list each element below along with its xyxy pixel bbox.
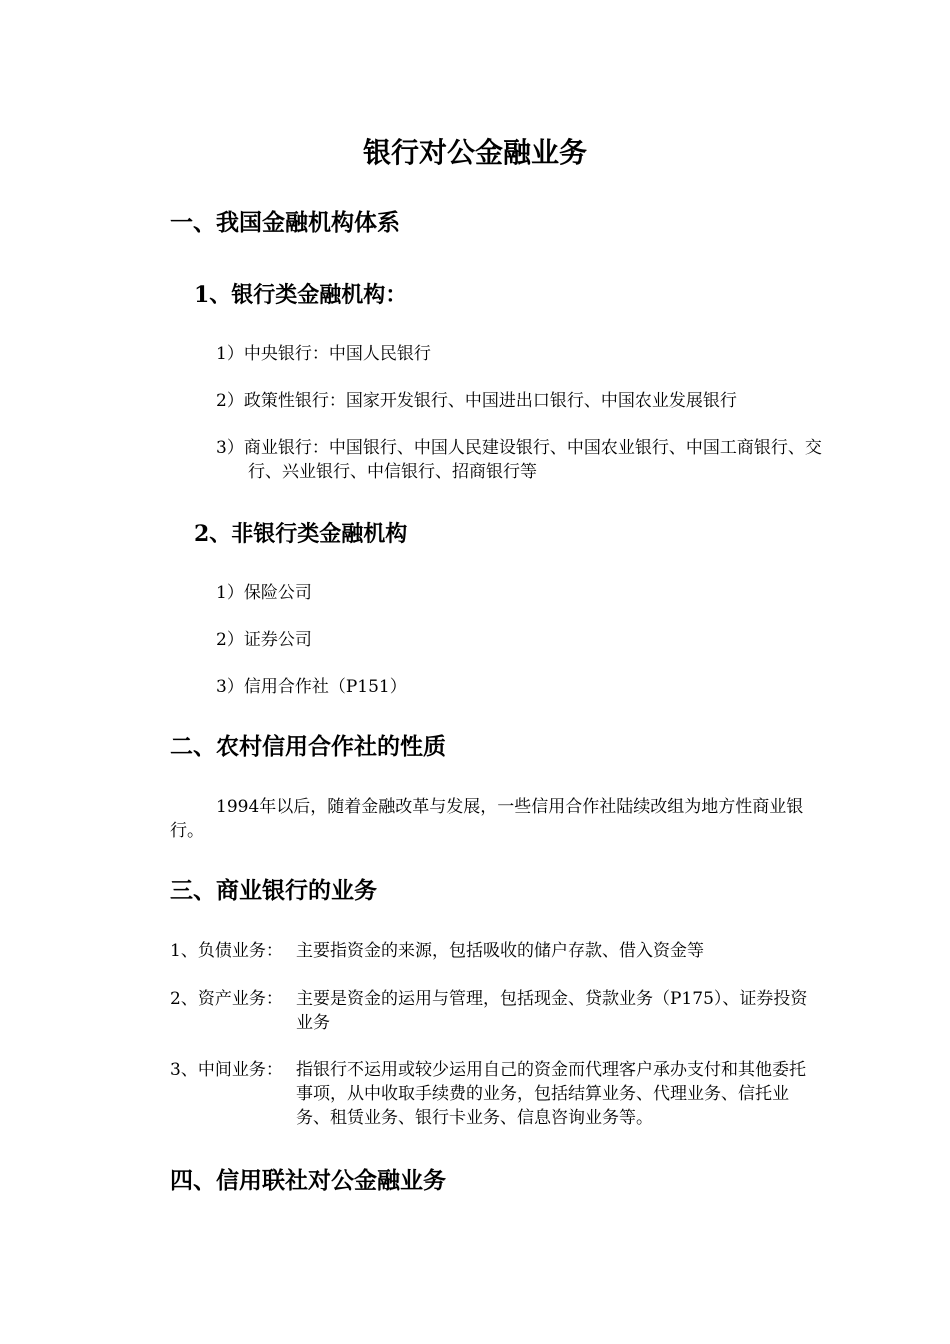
- business-item-text: 指银行不运用或较少运用自己的资金而代理客户承办支付和其他委托事项，从中收取手续费的业务，包括结算业务、代理业务、信托业务、租赁业务、银行卡业务、信息咨询业务等。: [296, 1060, 806, 1128]
- business-item-intermediary: [170, 1058, 820, 1130]
- subsection-1-heading: 1、银行类金融机构：: [194, 282, 408, 308]
- list-item: 1）中央银行：中国人民银行: [216, 344, 431, 364]
- list-item: 2）证券公司: [216, 630, 312, 650]
- business-item-text: 主要指资金的来源，包括吸收的储户存款、借入资金等: [296, 941, 704, 961]
- list-item: 1）保险公司: [216, 583, 312, 603]
- section-2-paragraph: 1994年以后，随着金融改革与发展，一些信用合作社陆续改组为地方性商业银行。: [170, 797, 804, 841]
- business-item-label: 1、负债业务：: [170, 941, 283, 961]
- list-item: 2）政策性银行：国家开发银行、中国进出口银行、中国农业发展银行: [216, 391, 737, 411]
- subsection-2-heading: 2、非银行类金融机构: [194, 521, 408, 547]
- business-item-asset: [170, 987, 820, 1035]
- section-4-heading: 四、信用联社对公金融业务: [170, 1167, 446, 1194]
- document-title: 银行对公金融业务: [362, 136, 587, 169]
- list-item: 3）信用合作社（P151）: [216, 677, 407, 697]
- business-item-text: 主要是资金的运用与管理，包括现金、贷款业务（P175）、证券投资业务: [296, 989, 808, 1033]
- section-1-heading: 一、我国金融机构体系: [170, 209, 400, 236]
- business-item-label: 2、资产业务：: [170, 989, 283, 1009]
- list-item: 3）商业银行：中国银行、中国人民建设银行、中国农业银行、中国工商银行、交行、兴业银行、中信银行、招商银行等: [216, 438, 822, 482]
- section-3-heading: 三、商业银行的业务: [170, 877, 377, 904]
- business-item-label: 3、中间业务：: [170, 1060, 283, 1080]
- section-2-heading: 二、农村信用合作社的性质: [170, 733, 446, 760]
- business-item-liability: [170, 939, 820, 963]
